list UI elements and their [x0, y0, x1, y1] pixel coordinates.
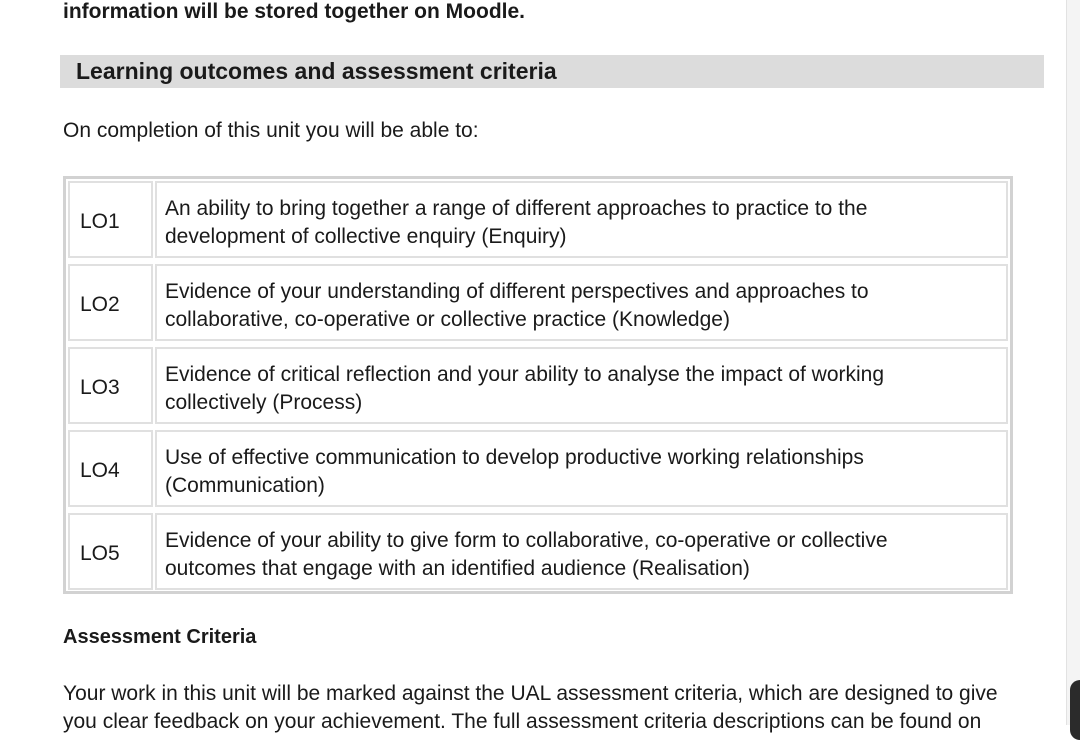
page-edge	[1066, 0, 1080, 725]
lo-description-line: Evidence of your ability to give form to collaborative, co-operative or collective	[165, 529, 888, 552]
scroll-handle[interactable]	[1070, 680, 1080, 740]
lo-description-line: An ability to bring together a range of different approaches to practice to the	[165, 197, 868, 220]
lo-description-line: (Communication)	[165, 474, 325, 497]
learning-outcomes-table	[63, 176, 1013, 594]
paragraph-line: you clear feedback on your achievement. The full assessment criteria descriptions can be found on	[63, 710, 982, 733]
assessment-paragraph	[63, 680, 1053, 736]
intro-text: On completion of this unit you will be able to:	[63, 119, 479, 142]
lo-description	[155, 347, 1008, 424]
lo-code: LO1	[68, 181, 153, 258]
section-heading: Learning outcomes and assessment criteria	[60, 55, 1044, 88]
previous-paragraph-end: information will be stored together on Moodle.	[63, 0, 525, 23]
lo-code: LO5	[68, 513, 153, 590]
assessment-criteria-heading: Assessment Criteria	[63, 626, 257, 648]
lo-code: LO2	[68, 264, 153, 341]
table-row	[66, 428, 1010, 505]
lo-description-line: Evidence of critical reflection and your ability to analyse the impact of working	[165, 363, 885, 386]
table-row	[66, 345, 1010, 422]
lo-description	[155, 181, 1008, 258]
paragraph-line: Your work in this unit will be marked against the UAL assessment criteria, which are designed to give	[63, 682, 998, 705]
lo-code: LO4	[68, 430, 153, 507]
lo-description-line: collaborative, co-operative or collective practice (Knowledge)	[165, 308, 730, 331]
table-row	[66, 262, 1010, 339]
table-row	[66, 179, 1010, 256]
lo-description	[155, 264, 1008, 341]
lo-description-line: collectively (Process)	[165, 391, 363, 414]
table-row	[66, 511, 1010, 588]
lo-code: LO3	[68, 347, 153, 424]
lo-description	[155, 430, 1008, 507]
lo-description-line: Evidence of your understanding of different perspectives and approaches to	[165, 280, 869, 303]
lo-description	[155, 513, 1008, 590]
lo-description-line: outcomes that engage with an identified audience (Realisation)	[165, 557, 750, 580]
lo-description-line: Use of effective communication to develop productive working relationships	[165, 446, 864, 469]
lo-description-line: development of collective enquiry (Enquiry)	[165, 225, 567, 248]
